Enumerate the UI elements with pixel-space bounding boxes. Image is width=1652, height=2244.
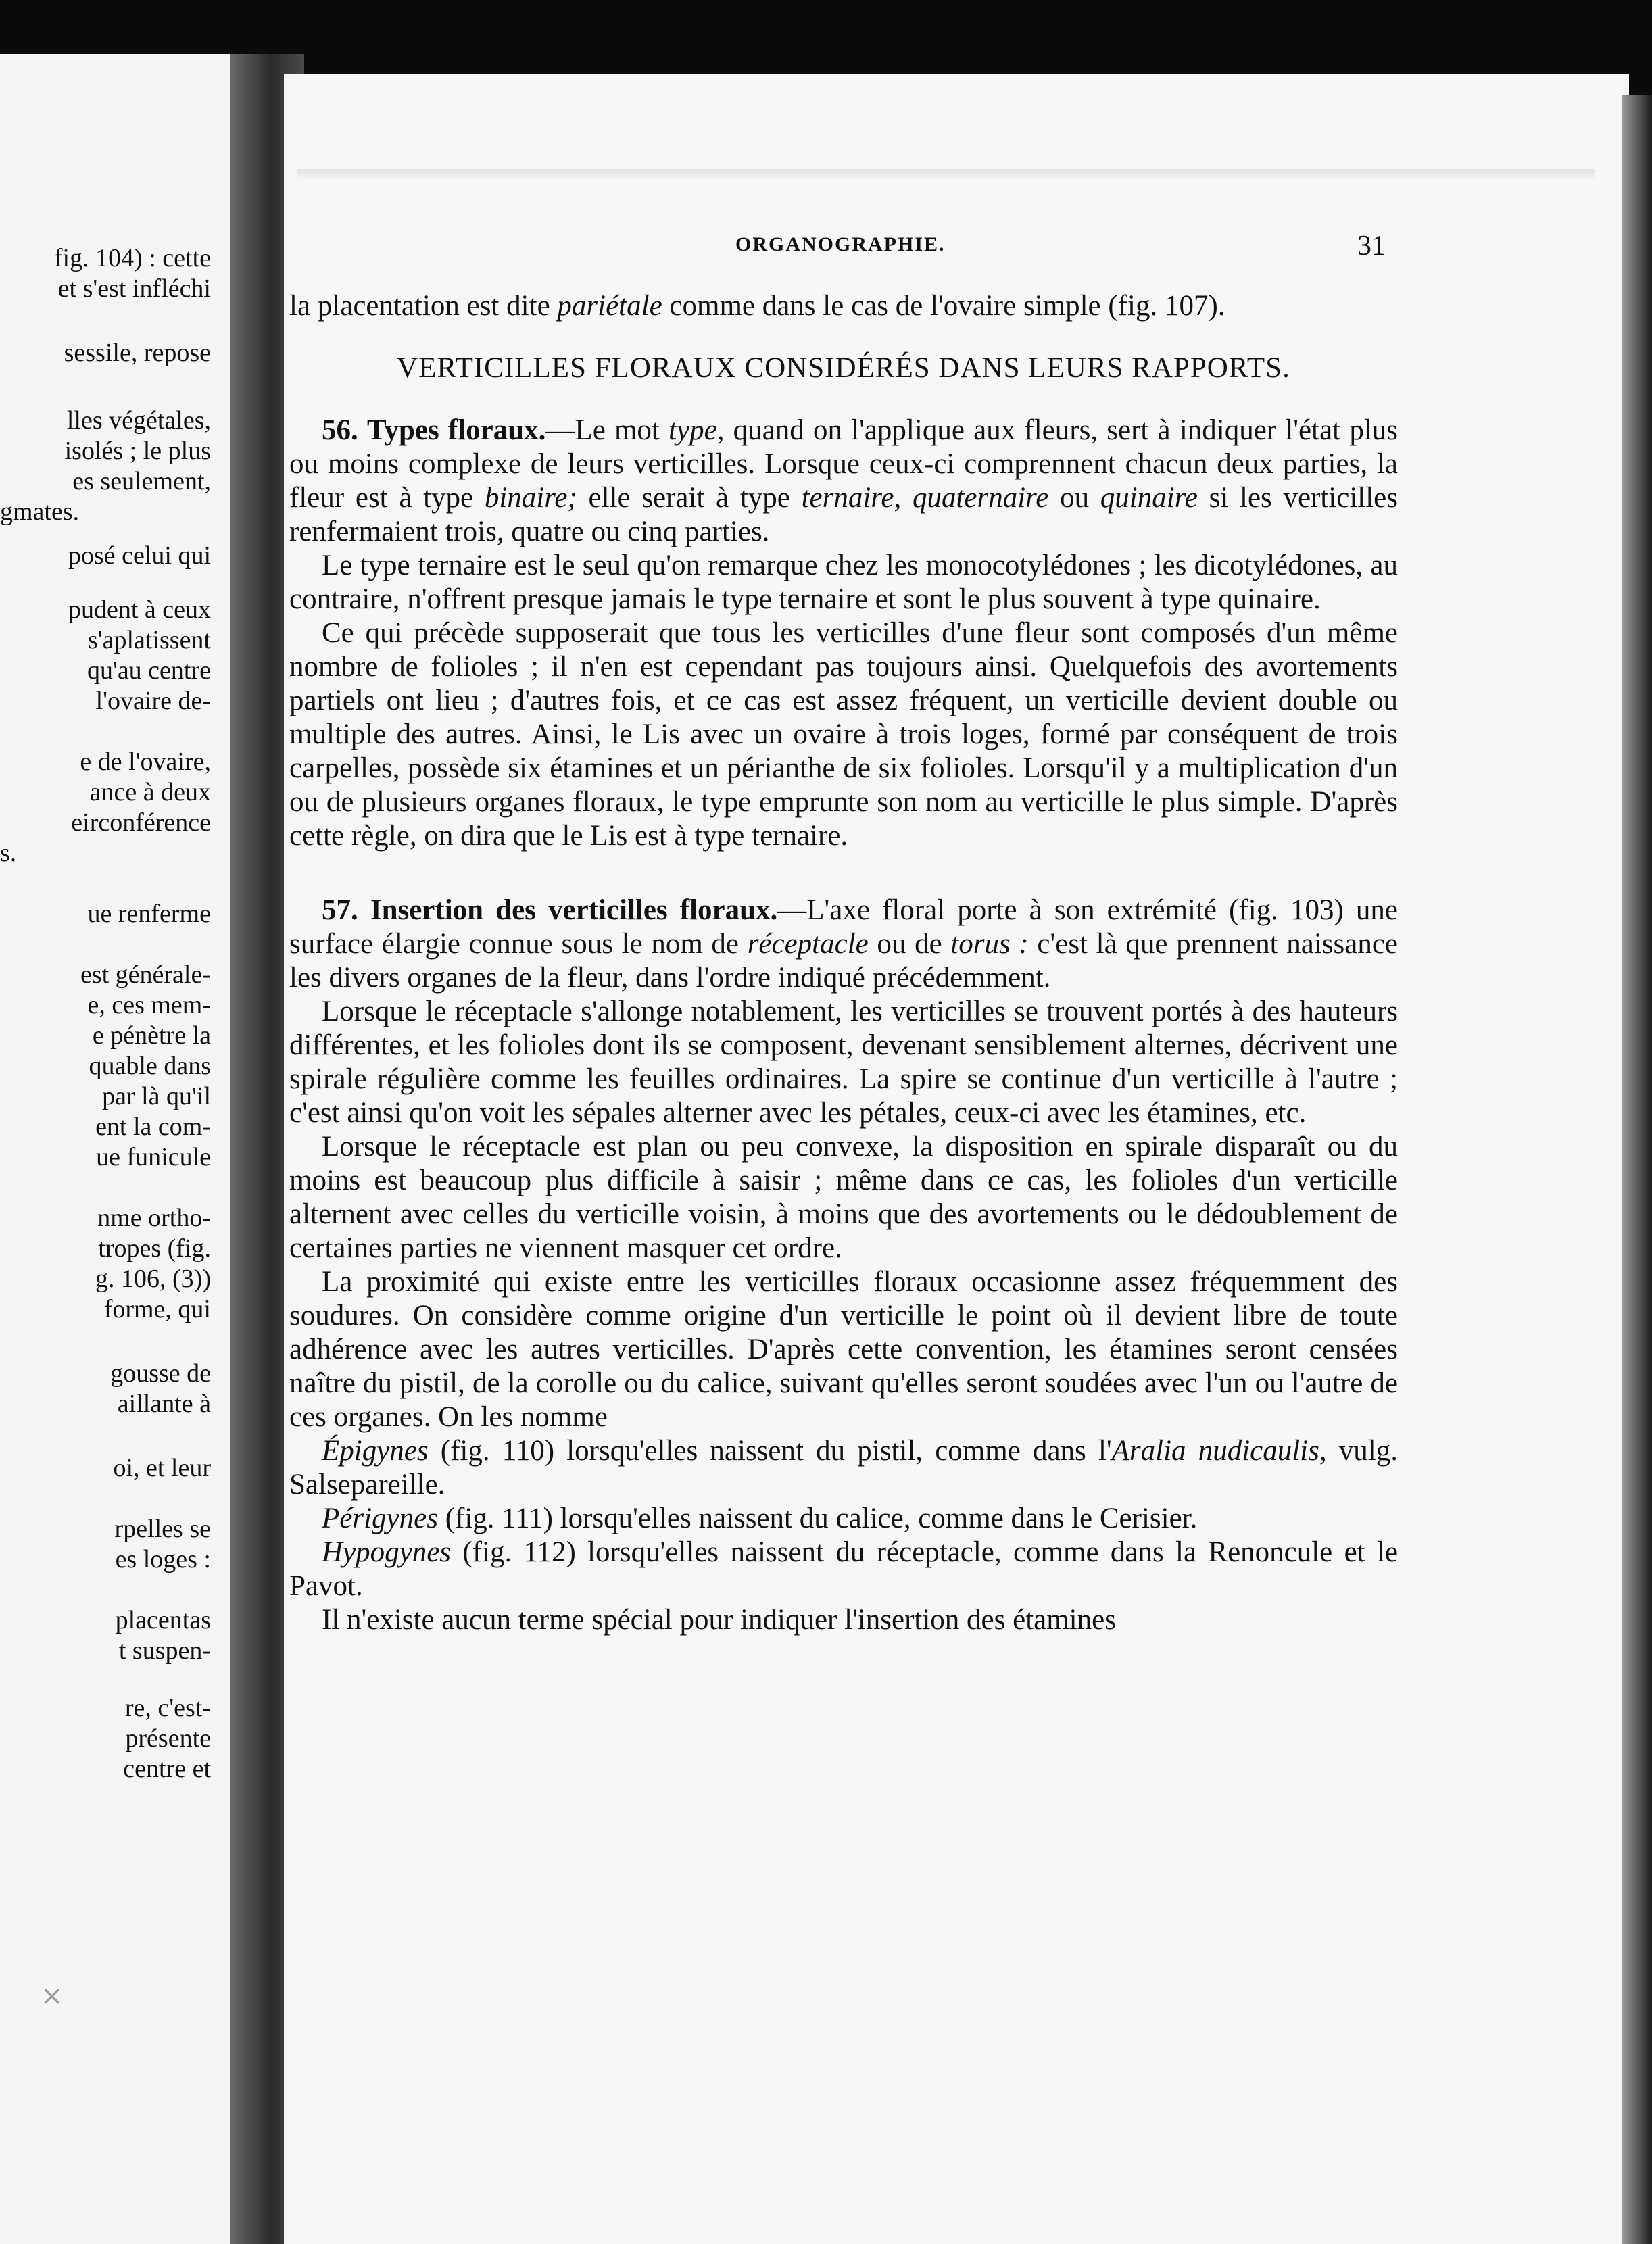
section-title: Types floraux.	[366, 414, 546, 446]
left-page-line: t suspen-	[118, 1636, 211, 1665]
left-page-line: es loges :	[115, 1545, 211, 1574]
left-page-line: es seulement,	[72, 467, 211, 495]
left-page-line: présente	[125, 1724, 211, 1753]
left-page-line: oi, et leur	[113, 1454, 211, 1482]
left-page-line: tropes (fig.	[98, 1234, 211, 1263]
left-page-line: placentas	[115, 1606, 211, 1634]
left-page-line: aillante à	[117, 1390, 211, 1418]
left-page-line: est générale-	[80, 960, 211, 989]
left-page-line: rpelles se	[114, 1515, 211, 1543]
left-page-line: eirconférence	[71, 808, 211, 837]
page-edge	[1622, 95, 1652, 2244]
left-page-line: nme ortho-	[97, 1204, 211, 1232]
list-item-perigynes: Périgynes (fig. 111) lorsqu'elles naissent du calice, comme dans le Cerisier.	[322, 1503, 1198, 1534]
left-page-line: pudent à ceux	[68, 595, 211, 624]
left-page-line: par là qu'il	[102, 1082, 211, 1111]
left-page-line: ue renferme	[87, 900, 211, 928]
paragraph: Le type ternaire est le seul qu'on remarque chez les monocotylédones ; les dicotylédones, au contraire, n'offrent presque jamais le type ternaire et sont le plus souvent à type quinaire.	[289, 550, 1398, 615]
list-item-epigynes: Épigynes (fig. 110) lorsqu'elles naissent du pistil, comme dans l'Aralia nudicaulis, vulg. Salsepareille.	[289, 1435, 1398, 1501]
show-through-shadow	[297, 169, 1595, 181]
section-title: Insertion des verticilles floraux.	[370, 894, 778, 926]
left-page-line: ance à deux	[89, 778, 211, 806]
paragraph-57-intro: 57. Insertion des verticilles floraux.—L'axe floral porte à son extrémité (fig. 103) une surface élargie connue sous le nom de réceptacle ou de torus : c'est là que prennent naissance les divers organes de la fleur, dans l'ordre indiqué précédemment.	[289, 894, 1399, 994]
paragraph: Ce qui précède supposerait que tous les verticilles d'une fleur sont composés d'un même nombre de folioles ; il n'en est cependant pas toujours ainsi. Quelquefois des avortements partiels ont lieu ; d'autres fois, et ce cas est assez fréquent, un verticille devient double ou multiple des autres. Ainsi, le Lis avec un ovaire à trois loges, formé par conséquent de trois carpelles, possède six étamines et un périanthe de six folioles. Lorsqu'il y a multiplication d'un ou de plusieurs organes floraux, le type emprunte son nom au verticille le plus simple. D'après cette règle, on dira que le Lis est à type ternaire.	[289, 617, 1398, 852]
left-page-line: s.	[0, 839, 17, 867]
section-number: 57.	[322, 894, 358, 926]
page-body	[289, 289, 1398, 1637]
left-page-line: quable dans	[89, 1052, 211, 1080]
left-page-line: e pénètre la	[92, 1021, 211, 1050]
left-page-line: sessile, repose	[64, 339, 211, 367]
list-item-hypogynes: Hypogynes (fig. 112) lorsqu'elles naissent du réceptacle, comme dans la Renoncule et le Pavot.	[289, 1536, 1398, 1602]
paragraph-56-intro: 56. Types floraux.—Le mot type, quand on l'applique aux fleurs, sert à indiquer l'état plus ou moins complexe de leurs verticilles. Lorsque ceux-ci comprennent chacun deux parties, la fleur est à type binaire; elle serait à type ternaire, quaternaire ou quinaire si les verticilles renfermaient trois, quatre ou cinq parties.	[289, 414, 1398, 547]
page-number: 31	[1357, 230, 1386, 262]
margin-mark: ×	[41, 1980, 64, 2011]
left-page-line: e, ces mem-	[87, 991, 211, 1019]
left-page-line: ue funicule	[96, 1143, 211, 1171]
left-page-line: et s'est infléchi	[57, 274, 211, 303]
left-page-line: gousse de	[110, 1359, 211, 1388]
left-page-line: ent la com-	[95, 1113, 211, 1141]
left-page-line: forme, qui	[103, 1295, 211, 1323]
left-page-line: lles végétales,	[66, 406, 211, 435]
paragraph: Lorsque le réceptacle est plan ou peu convexe, la disposition en spirale disparaît ou du moins est beaucoup plus difficile à saisir ; même dans ce cas, les folioles d'un verticille alternent avec celles du verticille voisin, à moins que des avortements ou le dédoublement de certaines parties ne viennent masquer cet ordre.	[289, 1131, 1398, 1264]
left-page-line: g. 106, (3))	[95, 1265, 211, 1293]
continuation-paragraph: la placentation est dite pariétale comme dans le cas de l'ovaire simple (fig. 107).	[289, 290, 1225, 322]
paragraph: Il n'existe aucun terme spécial pour indiquer l'insertion des étamines	[322, 1604, 1116, 1636]
left-page-line: qu'au centre	[87, 656, 211, 685]
left-page-line: re, c'est-	[124, 1694, 211, 1722]
left-page-line: fig. 104) : cette	[53, 244, 211, 272]
left-page-line: isolés ; le plus	[64, 437, 211, 465]
paragraph: La proximité qui existe entre les verticilles floraux occasionne assez fréquemment des soudures. On considère comme origine d'un verticille le point où il devient libre de toute adhérence avec les autres verticilles. D'après cette convention, les étamines seront censées naître du pistil, de la corolle ou du calice, suivant qu'elles seront soudées avec l'un ou l'autre de ces organes. On les nomme	[289, 1266, 1398, 1433]
left-page-line: posé celui qui	[68, 541, 211, 570]
left-page-line: e de l'ovaire,	[80, 748, 211, 776]
section-number: 56.	[322, 414, 358, 446]
section-heading: VERTICILLES FLORAUX CONSIDÉRÉS DANS LEURS RAPPORTS.	[397, 352, 1290, 384]
left-page-line: gmates.	[0, 497, 80, 526]
left-page-line: s'aplatissent	[87, 626, 211, 654]
left-page-line: l'ovaire de-	[95, 687, 211, 715]
paragraph: Lorsque le réceptacle s'allonge notablement, les verticilles se trouvent portés à des hauteurs différentes, et les folioles dont ils se composent, devenant sensiblement alternes, décrivent une spirale régulière comme les feuilles ordinaires. La spire se continue d'un verticille à l'autre ; c'est ainsi qu'on voit les sépales alterner avec les pétales, ceux-ci avec les étamines, etc.	[289, 996, 1398, 1129]
running-head: ORGANOGRAPHIE.	[735, 233, 946, 255]
left-page-line: centre et	[123, 1755, 211, 1783]
